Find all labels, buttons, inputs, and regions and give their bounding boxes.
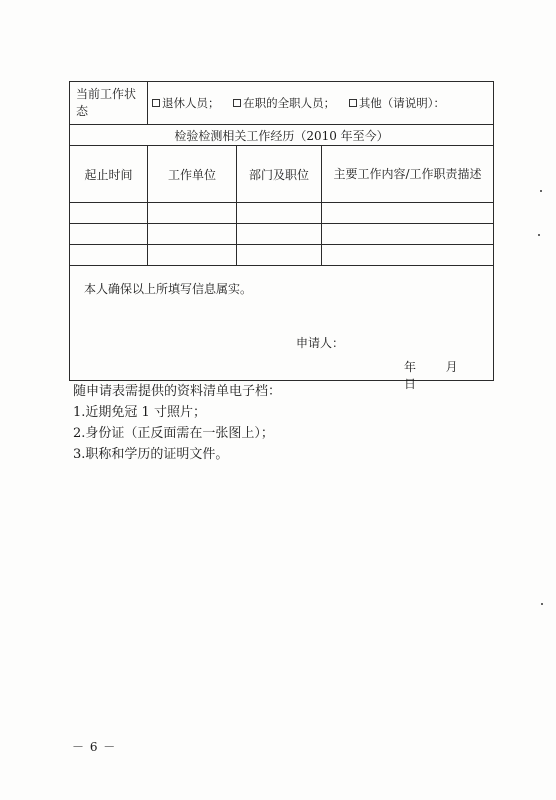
cell-department[interactable] bbox=[237, 224, 322, 245]
header-duties bbox=[322, 146, 494, 203]
cell-period[interactable] bbox=[70, 224, 148, 245]
application-form-table bbox=[69, 81, 494, 391]
date-year-label: 年 bbox=[404, 360, 417, 374]
cell-period[interactable] bbox=[70, 203, 148, 224]
cell-duties[interactable] bbox=[322, 203, 494, 224]
applicant-signature-label: 申请人： bbox=[296, 336, 345, 350]
experience-section-title: 检验检测相关工作经历（2010 年至今） bbox=[70, 125, 494, 146]
date-day-label: 日 bbox=[404, 377, 417, 391]
cell-period[interactable] bbox=[70, 245, 148, 266]
cell-employer[interactable] bbox=[148, 203, 237, 224]
declaration-text: 本人确保以上所填写信息属实。 bbox=[84, 282, 253, 296]
scan-speck bbox=[538, 234, 540, 236]
declaration-cell bbox=[70, 266, 494, 391]
cell-duties[interactable] bbox=[322, 245, 494, 266]
work-status-label: 当前工作状态 bbox=[70, 82, 148, 125]
table-row bbox=[70, 203, 494, 224]
list-item: 3.职称和学历的证明文件。 bbox=[73, 447, 229, 462]
cell-department[interactable] bbox=[237, 203, 322, 224]
list-item: 2.身份证（正反面需在一张图上）； bbox=[73, 426, 274, 441]
required-documents-notes bbox=[73, 381, 281, 465]
list-item: 1.近期免冠 1 寸照片； bbox=[73, 405, 206, 420]
table-row bbox=[70, 245, 494, 266]
signature-date bbox=[404, 358, 493, 392]
experience-title-row bbox=[70, 125, 494, 146]
option-fulltime-label: 在职的全职人员； bbox=[243, 96, 336, 110]
scan-speck bbox=[541, 603, 543, 605]
option-other-label: 其他（请说明）： bbox=[358, 96, 446, 110]
option-fulltime[interactable] bbox=[233, 96, 335, 110]
cell-employer[interactable] bbox=[148, 245, 237, 266]
checkbox-icon[interactable] bbox=[152, 99, 160, 107]
date-month-label: 月 bbox=[445, 360, 458, 374]
checkbox-icon[interactable] bbox=[349, 99, 357, 107]
declaration-row bbox=[70, 266, 494, 381]
header-period: 起止时间 bbox=[70, 146, 148, 203]
checkbox-icon[interactable] bbox=[233, 99, 241, 107]
cell-duties[interactable] bbox=[322, 224, 494, 245]
page-number: － 6 － bbox=[72, 740, 117, 754]
header-employer: 工作单位 bbox=[148, 146, 237, 203]
option-other[interactable] bbox=[349, 96, 445, 110]
header-duties-text: 主要工作内容/工作职责描述 bbox=[333, 166, 482, 181]
work-status-options bbox=[148, 82, 494, 125]
table-row bbox=[70, 224, 494, 245]
notes-heading: 随申请表需提供的资料清单电子档： bbox=[73, 384, 282, 399]
cell-department[interactable] bbox=[237, 245, 322, 266]
experience-header-row bbox=[70, 146, 494, 203]
cell-employer[interactable] bbox=[148, 224, 237, 245]
scan-speck bbox=[540, 190, 542, 192]
option-retired-label: 退休人员； bbox=[162, 96, 220, 110]
option-retired[interactable] bbox=[152, 96, 220, 110]
work-status-row bbox=[70, 82, 494, 125]
header-department-position: 部门及职位 bbox=[237, 146, 322, 203]
